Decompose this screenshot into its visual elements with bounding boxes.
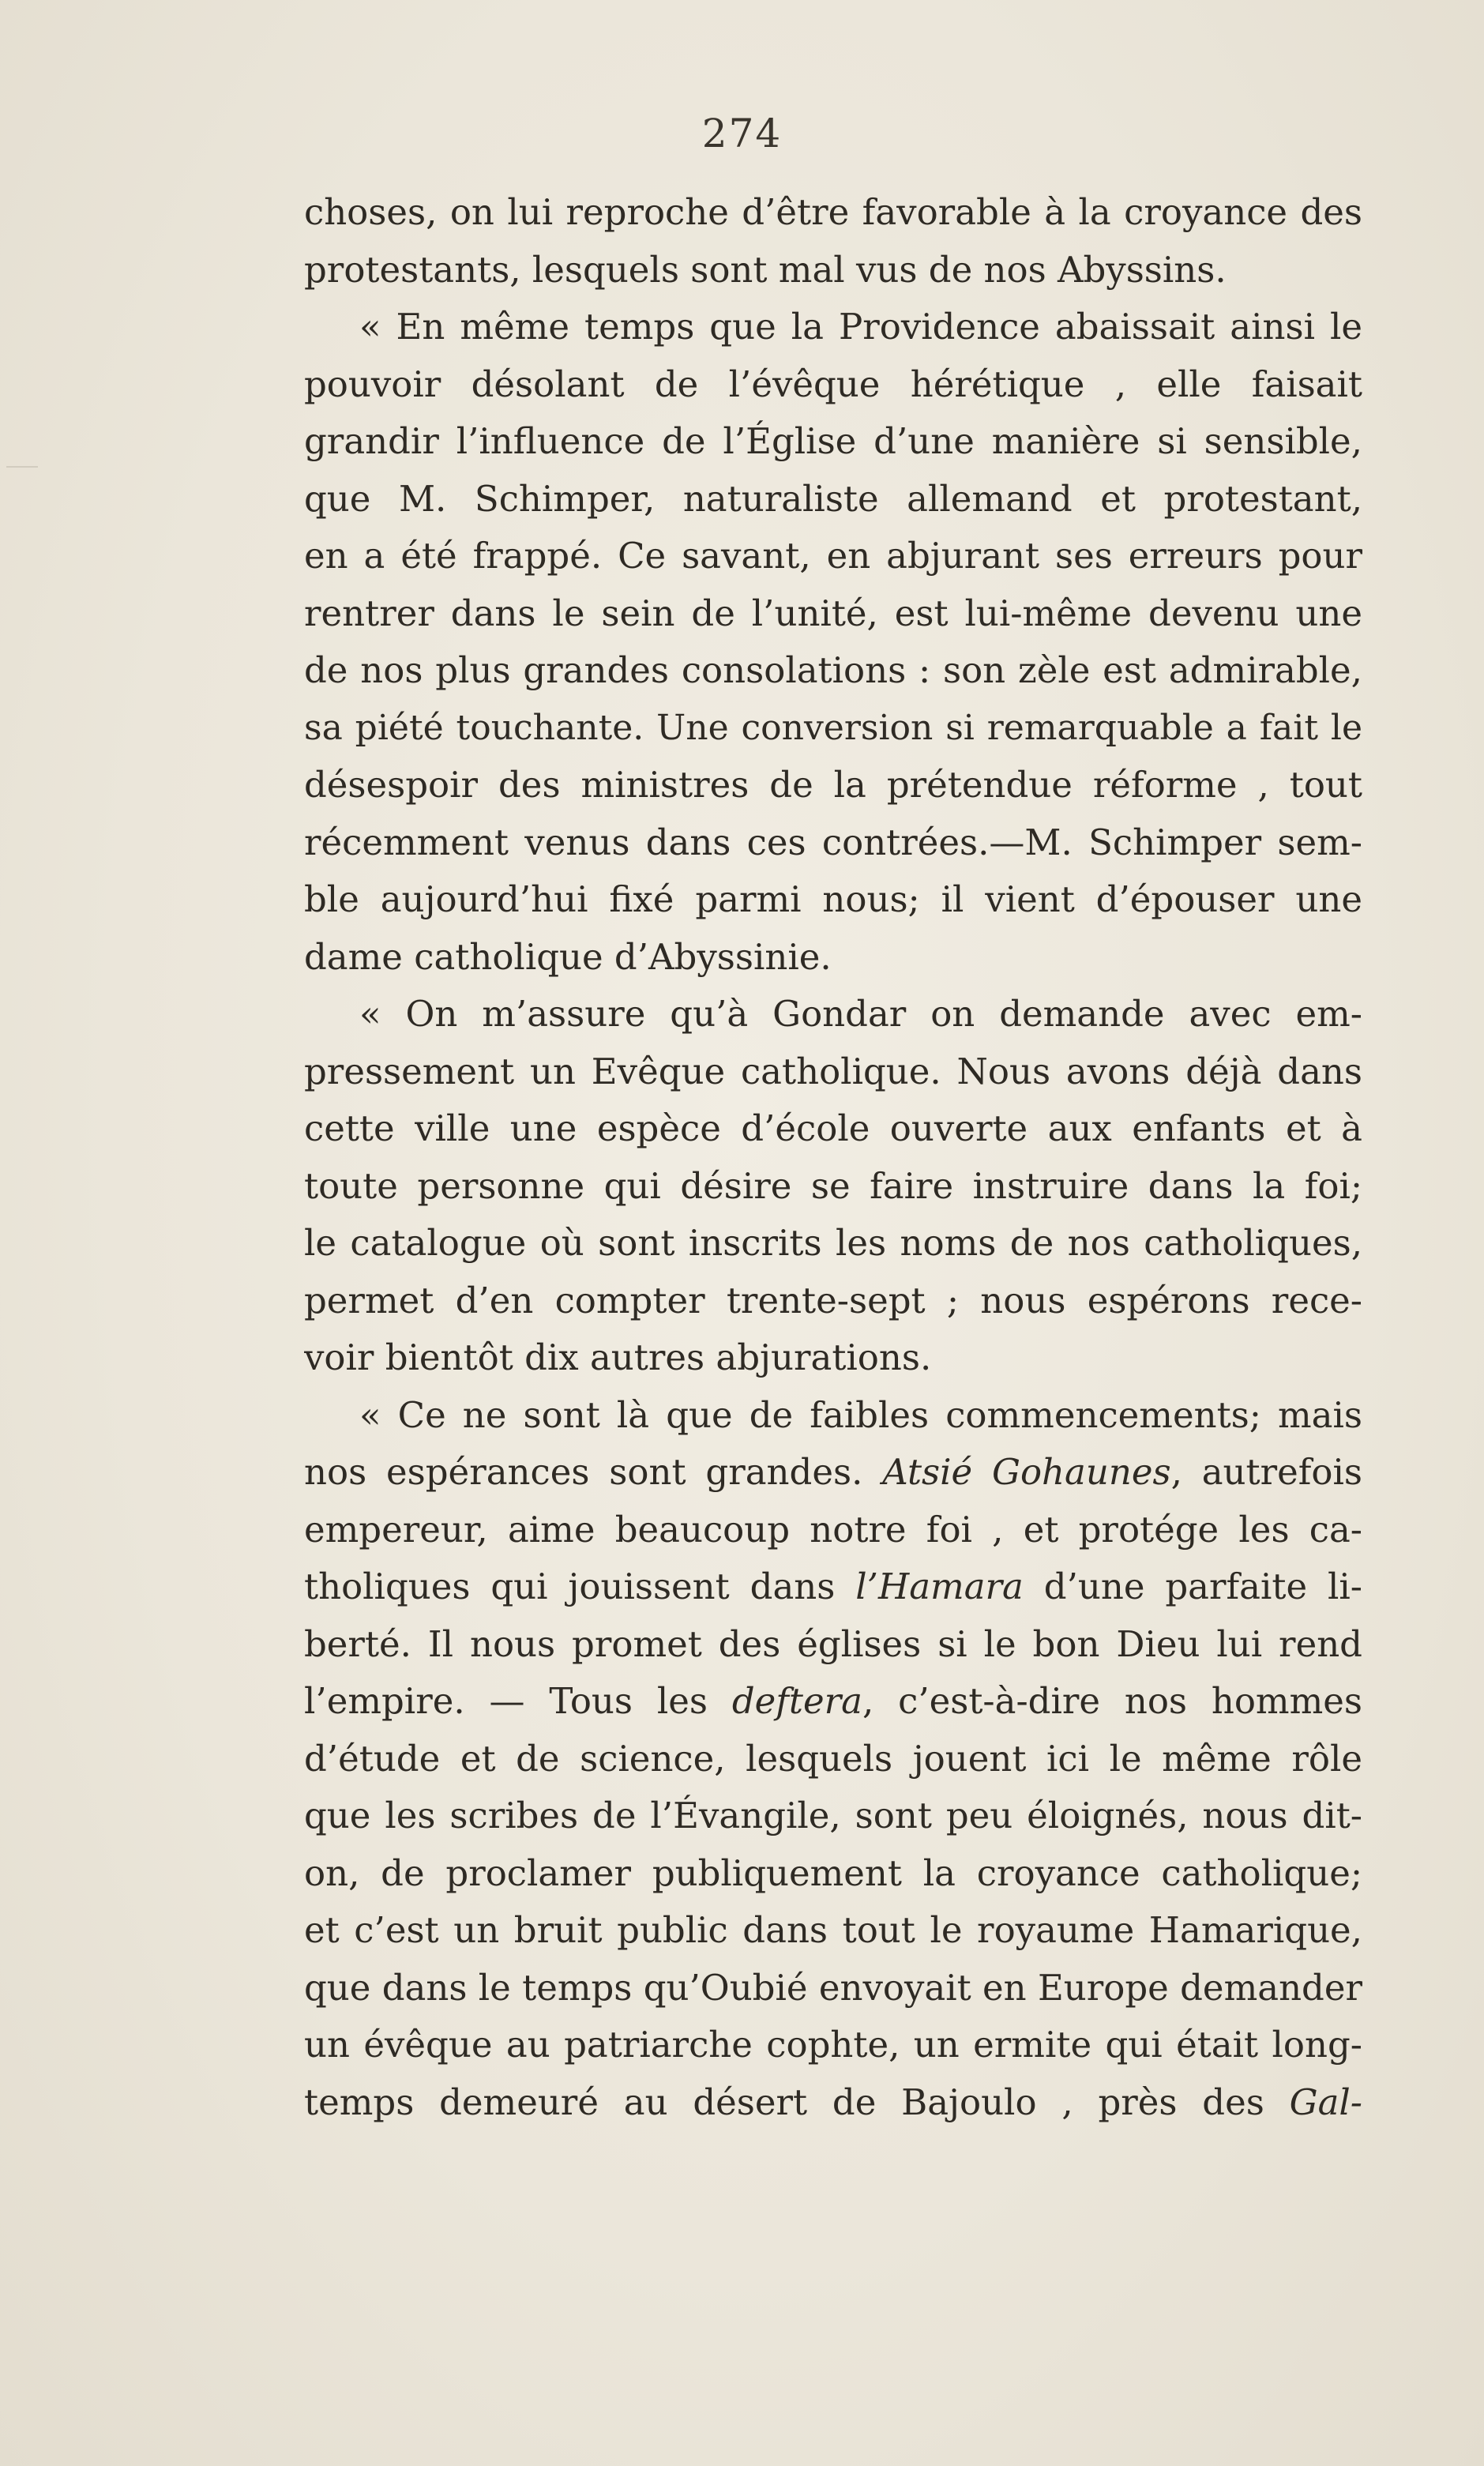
text-line: un évêque au patriarche cophte, un ermite qui était long- (304, 2024, 1362, 2066)
text-line: cette ville une espèce d’école ouverte aux enfants et à (304, 1107, 1362, 1149)
text-line: de nos plus grandes consolations : son zèle est admirable, (304, 649, 1362, 691)
text-line: en a été frappé. Ce savant, en abjurant ses erreurs pour (304, 535, 1362, 577)
text-line: grandir l’influence de l’Église d’une manière si sensible, (304, 420, 1362, 462)
page-number: 274 (701, 111, 783, 156)
text-line: l’empire. — Tous les deftera, c’est-à-dire nos hommes (304, 1680, 1362, 1722)
text-line: « En même temps que la Providence abaissait ainsi le (359, 306, 1362, 348)
text-line: que M. Schimper, naturaliste allemand et protestant, (304, 477, 1362, 520)
text-line: « Ce ne sont là que de faibles commencements; mais (359, 1393, 1362, 1436)
text-line: berté. Il nous promet des églises si le bon Dieu lui rend (304, 1622, 1362, 1665)
text-line: d’étude et de science, lesquels jouent ici le même rôle (304, 1737, 1362, 1780)
text-line: le catalogue où sont inscrits les noms de nos catholiques, (304, 1222, 1362, 1264)
text-line: « On m’assure qu’à Gondar on demande avec em- (359, 993, 1362, 1035)
text-line: protestants, lesquels sont mal vus de nos Abyssins. (304, 248, 1227, 291)
italic-name: Atsié Gohaunes (882, 1451, 1171, 1493)
italic-word: Gal- (1289, 2081, 1362, 2123)
text-line: ble aujourd’hui fixé parmi nous; il vient d’épouser une (304, 878, 1362, 920)
text-line: temps demeuré au désert de Bajoulo , près des Gal- (304, 2081, 1362, 2123)
text-line: désespoir des ministres de la prétendue réforme , tout (304, 764, 1362, 806)
text-line: récemment venus dans ces contrées.—M. Schimper sem- (304, 821, 1362, 863)
italic-place: l’Hamara (855, 1566, 1024, 1607)
text-line: sa piété touchante. Une conversion si remarquable a fait le (304, 707, 1362, 748)
body-text (304, 184, 1362, 2131)
text-line: toute personne qui désire se faire instruire dans la foi; (304, 1164, 1362, 1207)
italic-term: deftera (731, 1680, 862, 1722)
text-line: et c’est un bruit public dans tout le royaume Hamarique, (304, 1909, 1362, 1951)
text-line: pouvoir désolant de l’évêque hérétique , elle faisait (304, 363, 1362, 405)
text-line: tholiques qui jouissent dans l’Hamara d’une parfaite li- (304, 1566, 1362, 1607)
text-line: on, de proclamer publiquement la croyance catholique; (304, 1851, 1362, 1894)
text-line: choses, on lui reproche d’être favorable à la croyance des (304, 191, 1362, 233)
text-line: permet d’en compter trente-sept ; nous espérons rece- (304, 1279, 1362, 1321)
text-line: voir bientôt dix autres abjurations. (304, 1336, 932, 1378)
text-line: rentrer dans le sein de l’unité, est lui-même devenu une (304, 592, 1362, 634)
text-line: dame catholique d’Abyssinie. (304, 935, 832, 978)
margin-mark (6, 466, 38, 468)
text-line: nos espérances sont grandes. Atsié Gohaunes, autrefois (304, 1451, 1362, 1493)
text-line: pressement un Evêque catholique. Nous avons déjà dans (304, 1050, 1362, 1092)
text-line: empereur, aime beaucoup notre foi , et protége les ca- (304, 1508, 1362, 1551)
text-line: que dans le temps qu’Oubié envoyait en Europe demander (304, 1966, 1362, 2009)
text-line: que les scribes de l’Évangile, sont peu éloignés, nous dit- (304, 1795, 1362, 1836)
